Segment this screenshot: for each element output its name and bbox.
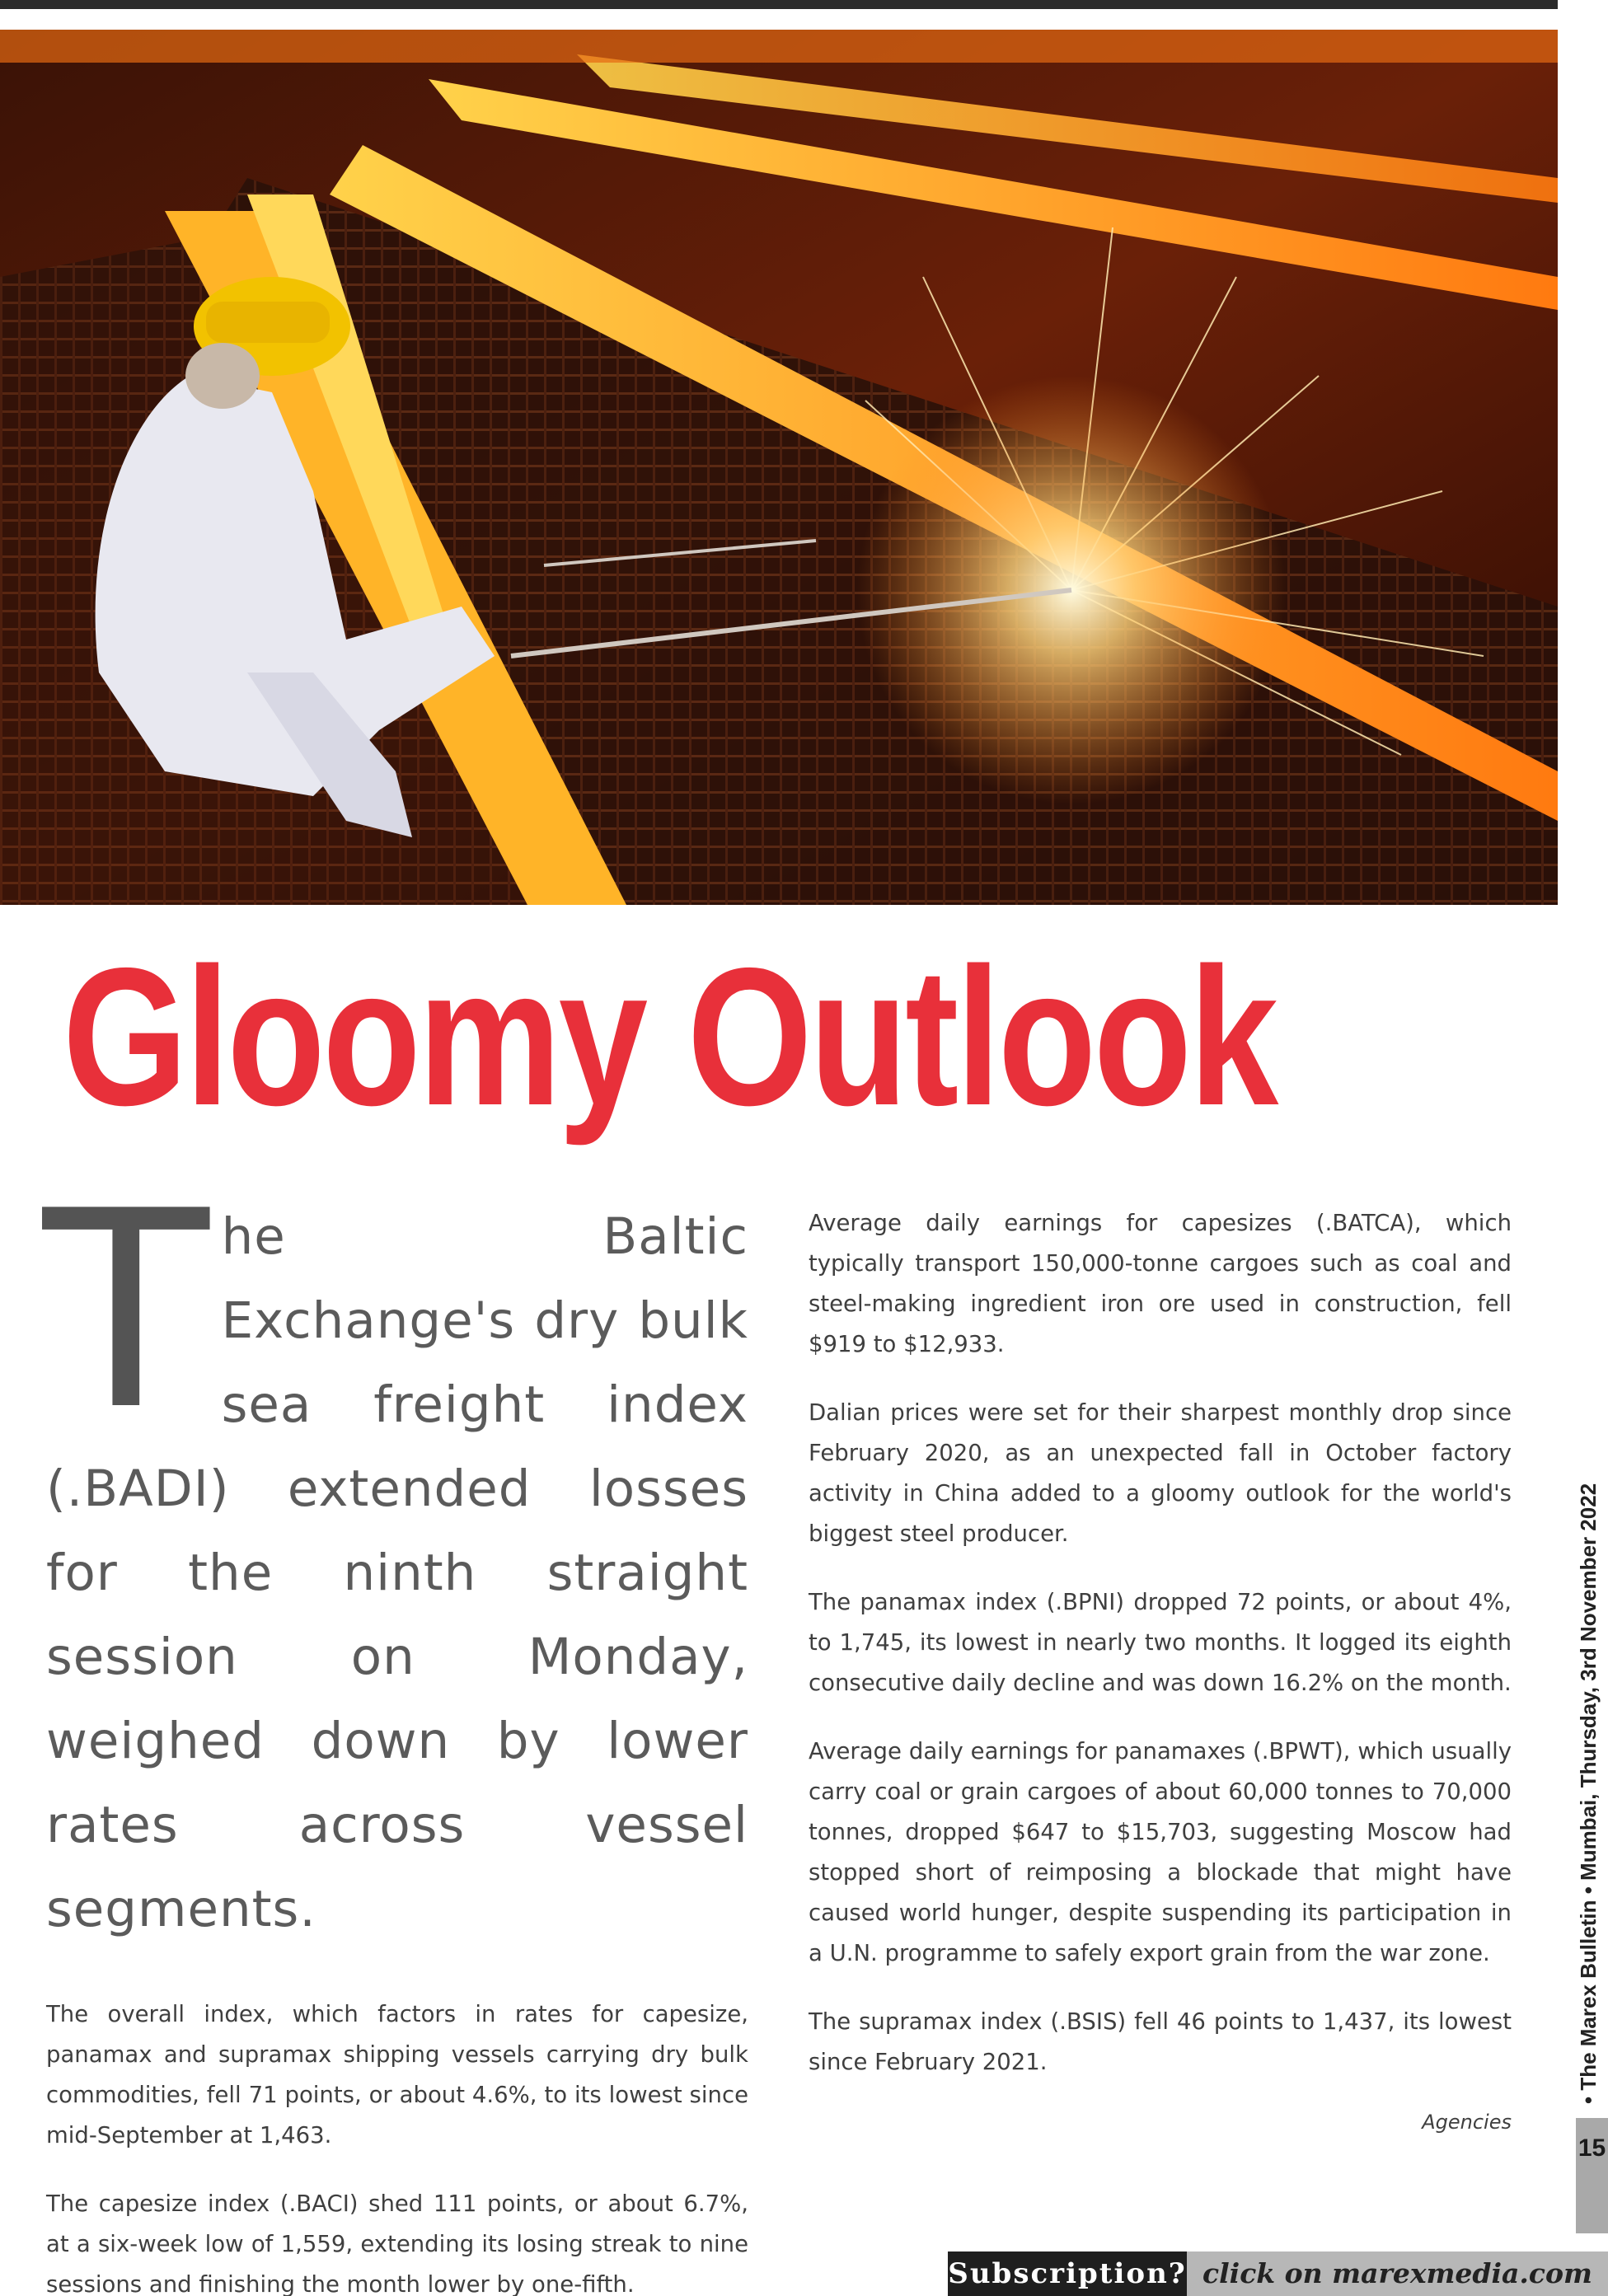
left-column <box>43 1153 748 2296</box>
body-paragraph: Average daily earnings for capesizes (.BATCA), which typically transport 150,000-tonne cargoes such as coal and steel-making ingredient iron ore used in construction, fell $919 to $12,933. <box>809 1210 1512 1357</box>
body-paragraph: Dalian prices were set for their sharpest monthly drop since February 2020, as an unexpected fall in October factory activity in China added to a gloomy outlook for the world's biggest steel producer. <box>809 1399 1512 1547</box>
publication-sidebar <box>1576 1483 1601 2106</box>
source-credit: Agencies <box>1422 2111 1512 2134</box>
body-paragraph: The supramax index (.BSIS) fell 46 points to 1,437, its lowest since February 2021. <box>809 2008 1512 2075</box>
lead-paragraph <box>43 1153 748 1952</box>
page-number: 15 <box>1576 2118 1608 2233</box>
lead-text: he Baltic Exchange's dry bulk sea freight index (.BADI) extended losses for the ninth straight session on Monday, weighed down by lower rates across vessel segments. <box>46 1207 748 1938</box>
headline: Gloomy Outlook <box>63 928 1277 1146</box>
right-column <box>809 1203 1512 2134</box>
subscription-link[interactable]: click on marexmedia.com <box>1187 2251 1608 2296</box>
steel-mill-photo <box>0 30 1558 905</box>
body-paragraph: Average daily earnings for panamaxes (.BPWT), which usually carry coal or grain cargoes of about 60,000 tonnes to 70,000 tonnes, dropped $647 to $15,703, suggesting Moscow had stopped short of reimposing a blockade that might have caused world hunger, despite suspending its participation in a U.N. programme to safely export grain from the war zone. <box>809 1738 1512 1966</box>
top-rule <box>0 0 1558 9</box>
drop-cap: T <box>43 1153 210 1469</box>
body-paragraph: The overall index, which factors in rates for capesize, panamax and supramax shipping vessels carrying dry bulk commodities, fell 71 points, or about 4.6%, to its lowest since mid-September at 1,463. <box>46 2001 748 2148</box>
publication-info: • The Marex Bulletin • Mumbai, Thursday, 3rd November 2022 <box>1576 1483 1601 2104</box>
subscription-label[interactable]: Subscription? <box>948 2251 1187 2296</box>
body-paragraph: The panamax index (.BPNI) dropped 72 points, or about 4%, to 1,745, its lowest in nearly two months. It logged its eighth consecutive daily decline and was down 16.2% on the month. <box>809 1589 1512 1696</box>
body-paragraph: The capesize index (.BACI) shed 111 points, or about 6.7%, at a six-week low of 1,559, extending its losing streak to nine sessions and finishing the month lower by one-fifth. <box>46 2191 748 2296</box>
